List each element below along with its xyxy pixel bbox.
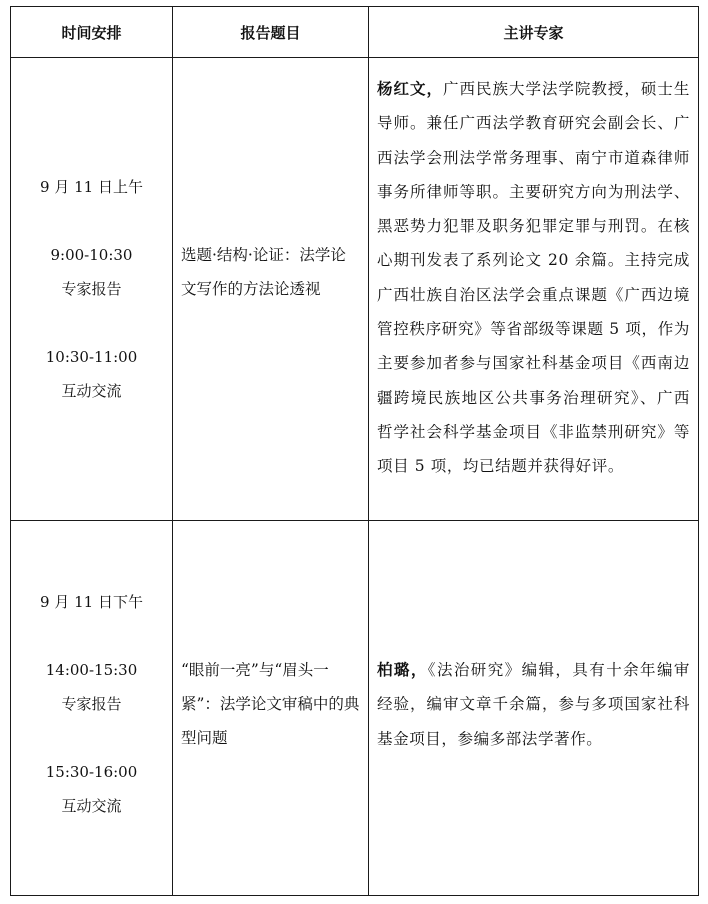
slot2-time: 10:30-11:00: [45, 348, 138, 366]
header-expert: 主讲专家: [369, 7, 699, 58]
topic-text: 选题·结构·论证：法学论文写作的方法论透视: [181, 246, 346, 298]
slot1-label: 专家报告: [61, 280, 122, 298]
topic-cell: [173, 58, 369, 521]
session-date: 9 月 11 日上午: [40, 178, 143, 196]
time-cell: [11, 521, 173, 896]
header-topic: 报告题目: [173, 7, 369, 58]
table-header-row: [11, 7, 699, 58]
session-date: 9 月 11 日下午: [40, 593, 143, 611]
slot2-label: 互动交流: [61, 797, 122, 815]
expert-bio: 《法治研究》编辑，具有十余年编审经验，编审文章千余篇，参与多项国家社科基金项目，参编多部法学著作。: [377, 661, 690, 748]
slot2-label: 互动交流: [61, 382, 122, 400]
slot1-label: 专家报告: [61, 695, 122, 713]
expert-cell: [369, 58, 699, 521]
slot1-time: 14:00-15:30: [45, 661, 138, 679]
table-row: [11, 58, 699, 521]
slot1-time: 9:00-10:30: [50, 246, 133, 264]
header-time: 时间安排: [11, 7, 173, 58]
expert-name: 柏璐，: [377, 661, 428, 679]
expert-cell: [369, 521, 699, 896]
expert-bio: 广西民族大学法学院教授，硕士生导师。兼任广西法学教育研究会副会长、广西法学会刑法学常务理事、南宁市道森律师事务所律师等职。主要研究方向为刑法学、黑恶势力犯罪及职务犯罪定罪与刑罚。在核心期刊发表了系列论文 20 余篇。主持完成广西壮族自治区法学会重点课题《广西边境管控秩序研究》等省部级等课题 5 项，作为主要参加者参与国家社科基金项目《西南边疆跨境民族地区公共事务治理研究》、广西哲学社会科学基金项目《非监禁刑研究》等项目 5 项，均已结题并获得好评。: [377, 80, 690, 476]
table-row: [11, 521, 699, 896]
slot2-time: 15:30-16:00: [45, 763, 138, 781]
expert-name: 杨红文，: [377, 80, 443, 98]
topic-text: “眼前一亮”与“眉头一紧”：法学论文审稿中的典型问题: [181, 661, 360, 747]
time-cell: [11, 58, 173, 521]
topic-cell: [173, 521, 369, 896]
schedule-table: [10, 6, 699, 896]
